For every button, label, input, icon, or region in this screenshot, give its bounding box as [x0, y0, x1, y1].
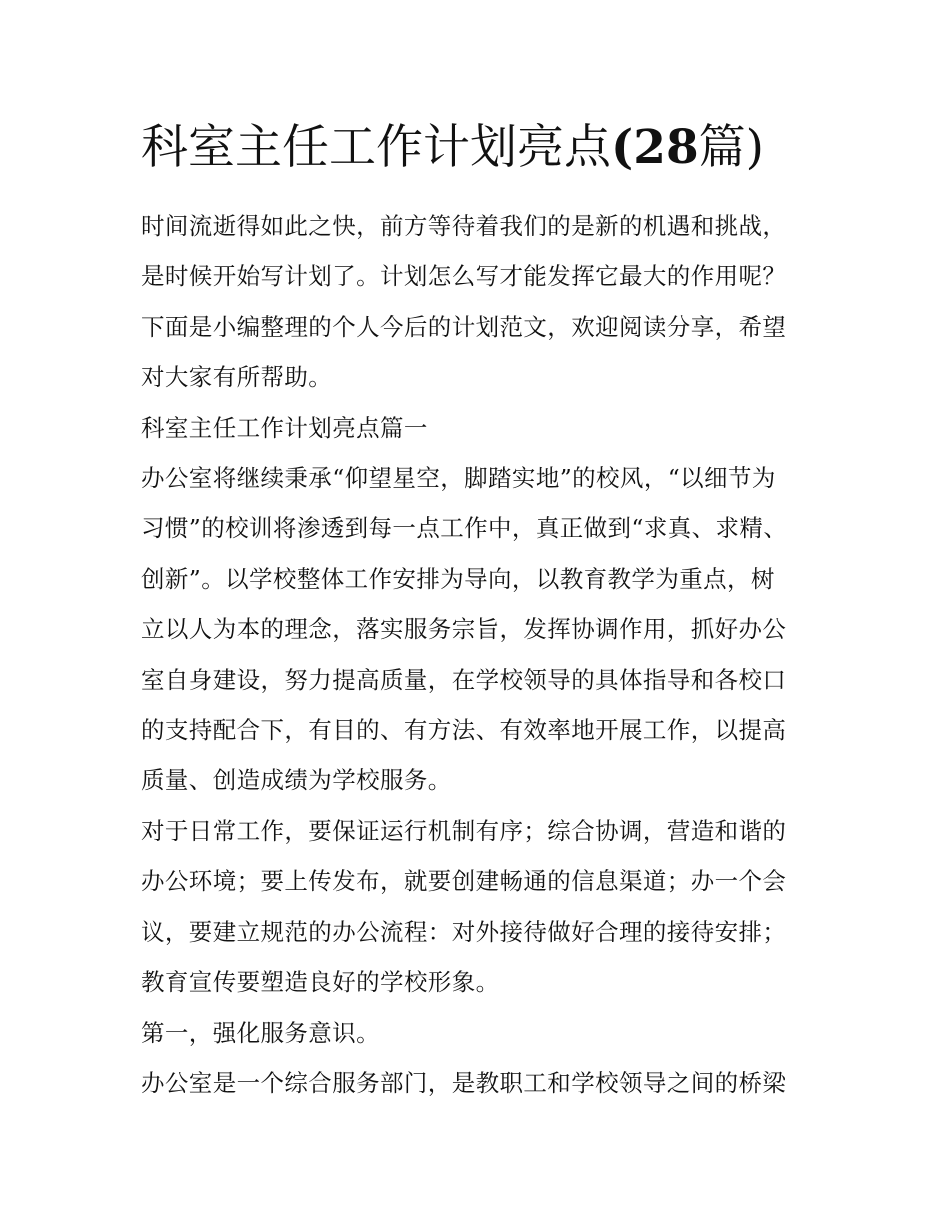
text-line: 议，要建立规范的办公流程：对外接待做好合理的接待安排；	[141, 917, 787, 946]
title-paren-open: (	[611, 120, 634, 175]
text-line: 习惯”的校训将渗透到每一点工作中，真正做到“求真、求精、	[141, 514, 788, 543]
text-line: 办公环境；要上传发布，就要创建畅通的信息渠道；办一个会	[141, 867, 787, 896]
text-line: 办公室是一个综合服务部门，是教职工和学校领导之间的桥梁	[141, 1068, 787, 1097]
text-line: 创新”。以学校整体工作安排为导向，以教育教学为重点，树	[141, 564, 775, 593]
text-line: 质量、创造成绩为学校服务。	[141, 766, 452, 795]
text-line: 对于日常工作，要保证运行机制有序；综合协调，营造和谐的	[141, 816, 787, 845]
text-line: 时间流逝得如此之快，前方等待着我们的是新的机遇和挑战，	[141, 212, 787, 240]
text-line: 教育宣传要塑造良好的学校形象。	[141, 968, 500, 997]
body-text	[141, 201, 813, 1108]
section-heading: 科室主任工作计划亮点篇一	[141, 413, 428, 442]
title-number: 28	[633, 120, 699, 175]
text-line: 立以人为本的理念，落实服务宗旨，发挥协调作用，抓好办公	[141, 615, 787, 644]
title-paren-text: 篇)	[698, 120, 764, 175]
document-content	[141, 118, 813, 1108]
text-line: 办公室将继续秉承“仰望星空，脚踏实地”的校风，“以细节为	[141, 464, 776, 493]
text-line: 下面是小编整理的个人今后的计划范文，欢迎阅读分享，希望	[141, 312, 787, 341]
subheading: 第一，强化服务意识。	[141, 1018, 380, 1047]
text-line: 室自身建设，努力提高质量，在学校领导的具体指导和各校口	[141, 665, 787, 694]
text-line: 的支持配合下，有目的、有方法、有效率地开展工作，以提高	[141, 716, 787, 745]
text-line: 是时候开始写计划了。计划怎么写才能发挥它最大的作用呢？	[141, 262, 787, 291]
document-title	[141, 118, 813, 178]
title-main: 科室主任工作计划亮点	[141, 120, 611, 175]
text-line: 对大家有所帮助。	[141, 363, 333, 392]
